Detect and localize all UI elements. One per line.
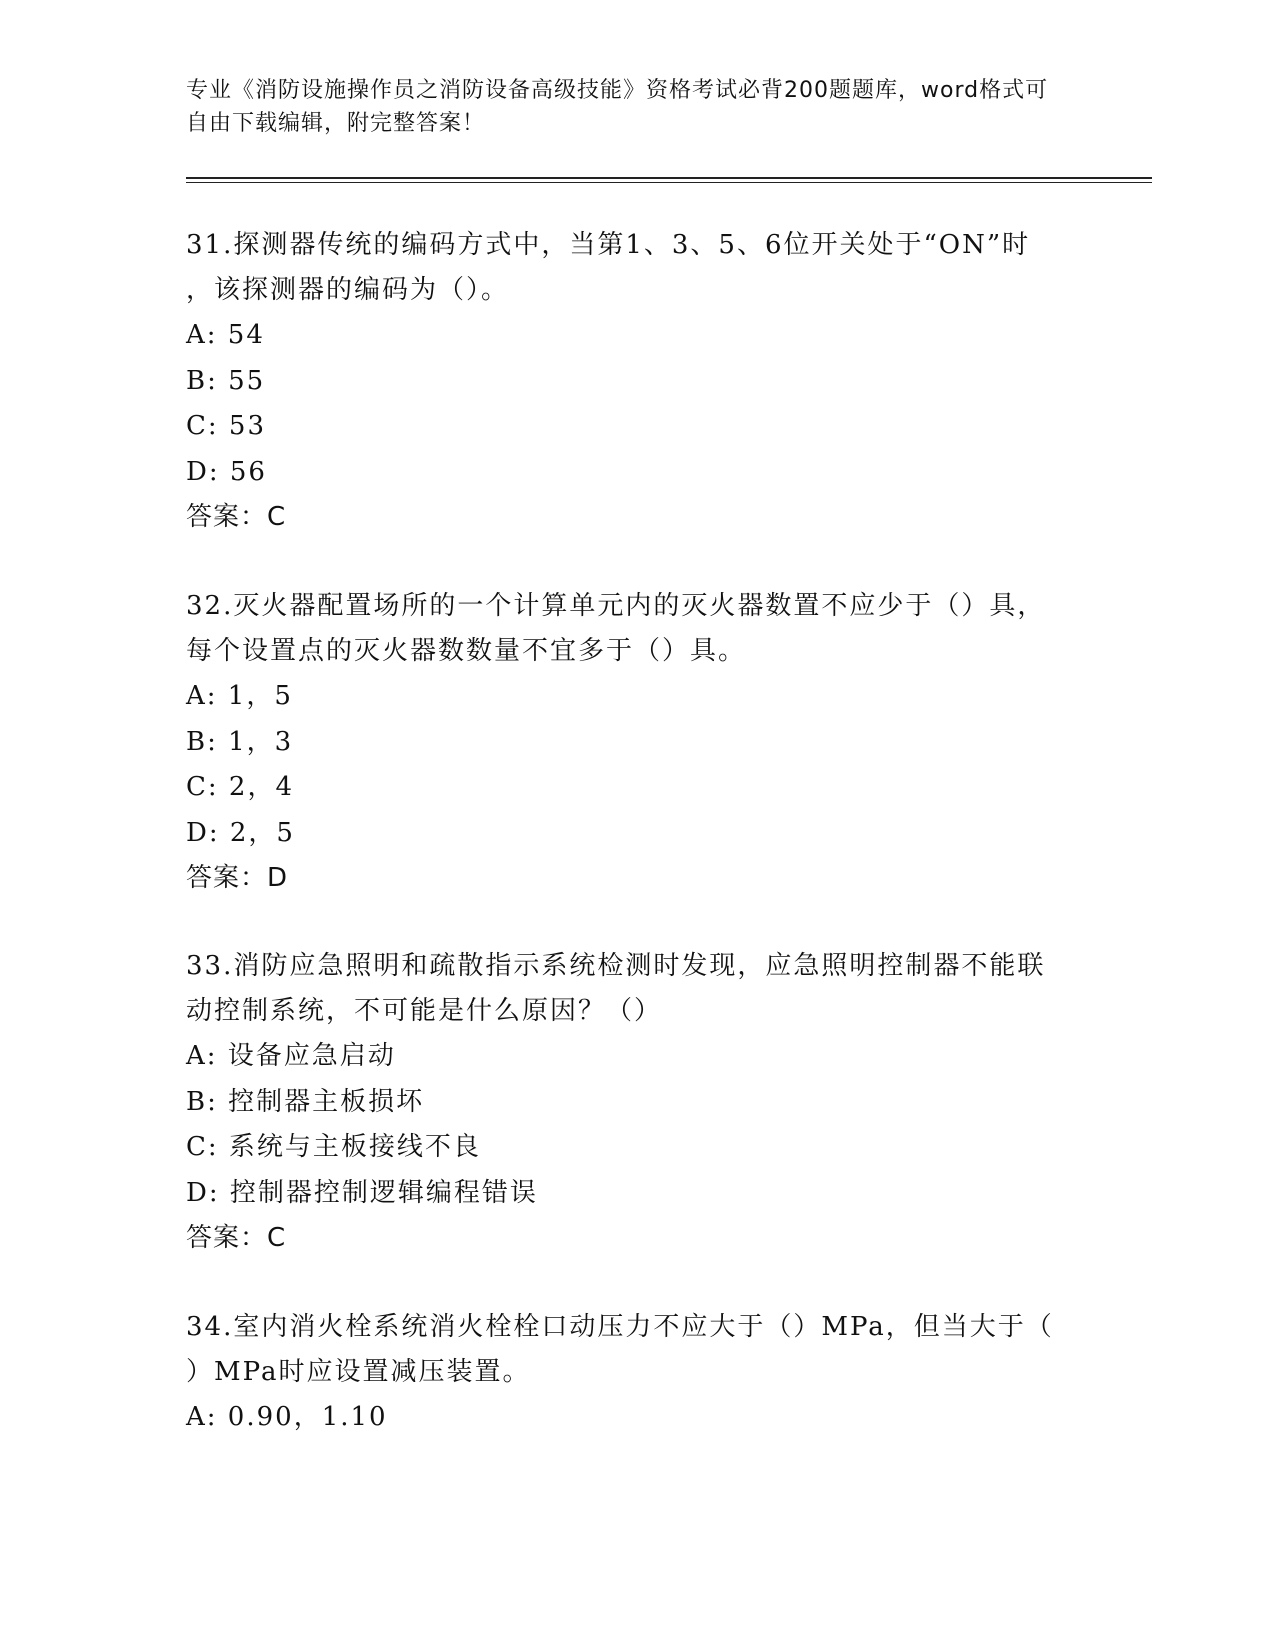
option-d: D: 56 bbox=[186, 456, 267, 487]
question-stem-line: ）MPa时应设置减压装置。 bbox=[186, 1357, 531, 1387]
header-divider-thick bbox=[186, 177, 1152, 179]
answer: 答案：D bbox=[186, 863, 289, 893]
question-stem-line: 34.室内消火栓系统消火栓栓口动压力不应大于（）MPa，但当大于（ bbox=[186, 1312, 1054, 1342]
question-stem-line: 每个设置点的灭火器数数量不宜多于（）具。 bbox=[186, 636, 747, 666]
option-b: B: 控制器主板损坏 bbox=[186, 1086, 425, 1117]
header-divider-thin bbox=[186, 182, 1152, 183]
option-b: B: 1，3 bbox=[186, 726, 294, 757]
option-a: A: 1，5 bbox=[186, 681, 293, 711]
question-32 bbox=[186, 584, 1086, 901]
question-stem-line: ，该探测器的编码为（）。 bbox=[186, 275, 510, 305]
answer: 答案：C bbox=[186, 502, 287, 532]
option-a: A: 设备应急启动 bbox=[186, 1041, 396, 1071]
question-stem-line: 32.灭火器配置场所的一个计算单元内的灭火器数置不应少于（）具， bbox=[186, 591, 1046, 621]
question-34 bbox=[186, 1305, 1086, 1441]
question-stem-line: 33.消防应急照明和疏散指示系统检测时发现，应急照明控制器不能联 bbox=[186, 951, 1046, 981]
document-header: 专业《消防设施操作员之消防设备高级技能》资格考试必背200题题库，word格式可自由下载编辑，附完整答案！ bbox=[186, 78, 1049, 136]
option-b: B: 55 bbox=[186, 365, 266, 396]
option-d: D: 2，5 bbox=[186, 817, 295, 848]
option-c: C: 2，4 bbox=[186, 772, 295, 802]
question-31 bbox=[186, 223, 1086, 540]
option-a: A: 54 bbox=[186, 320, 265, 350]
option-c: C: 53 bbox=[186, 411, 267, 441]
question-stem-line: 31.探测器传统的编码方式中，当第1、3、5、6位开关处于“ON”时 bbox=[186, 230, 1031, 260]
option-d: D: 控制器控制逻辑编程错误 bbox=[186, 1177, 538, 1208]
option-a: A: 0.90，1.10 bbox=[186, 1402, 388, 1432]
option-c: C: 系统与主板接线不良 bbox=[186, 1132, 481, 1162]
question-33 bbox=[186, 944, 1086, 1261]
answer: 答案：C bbox=[186, 1223, 287, 1253]
question-stem-line: 动控制系统，不可能是什么原因？（） bbox=[186, 996, 663, 1026]
